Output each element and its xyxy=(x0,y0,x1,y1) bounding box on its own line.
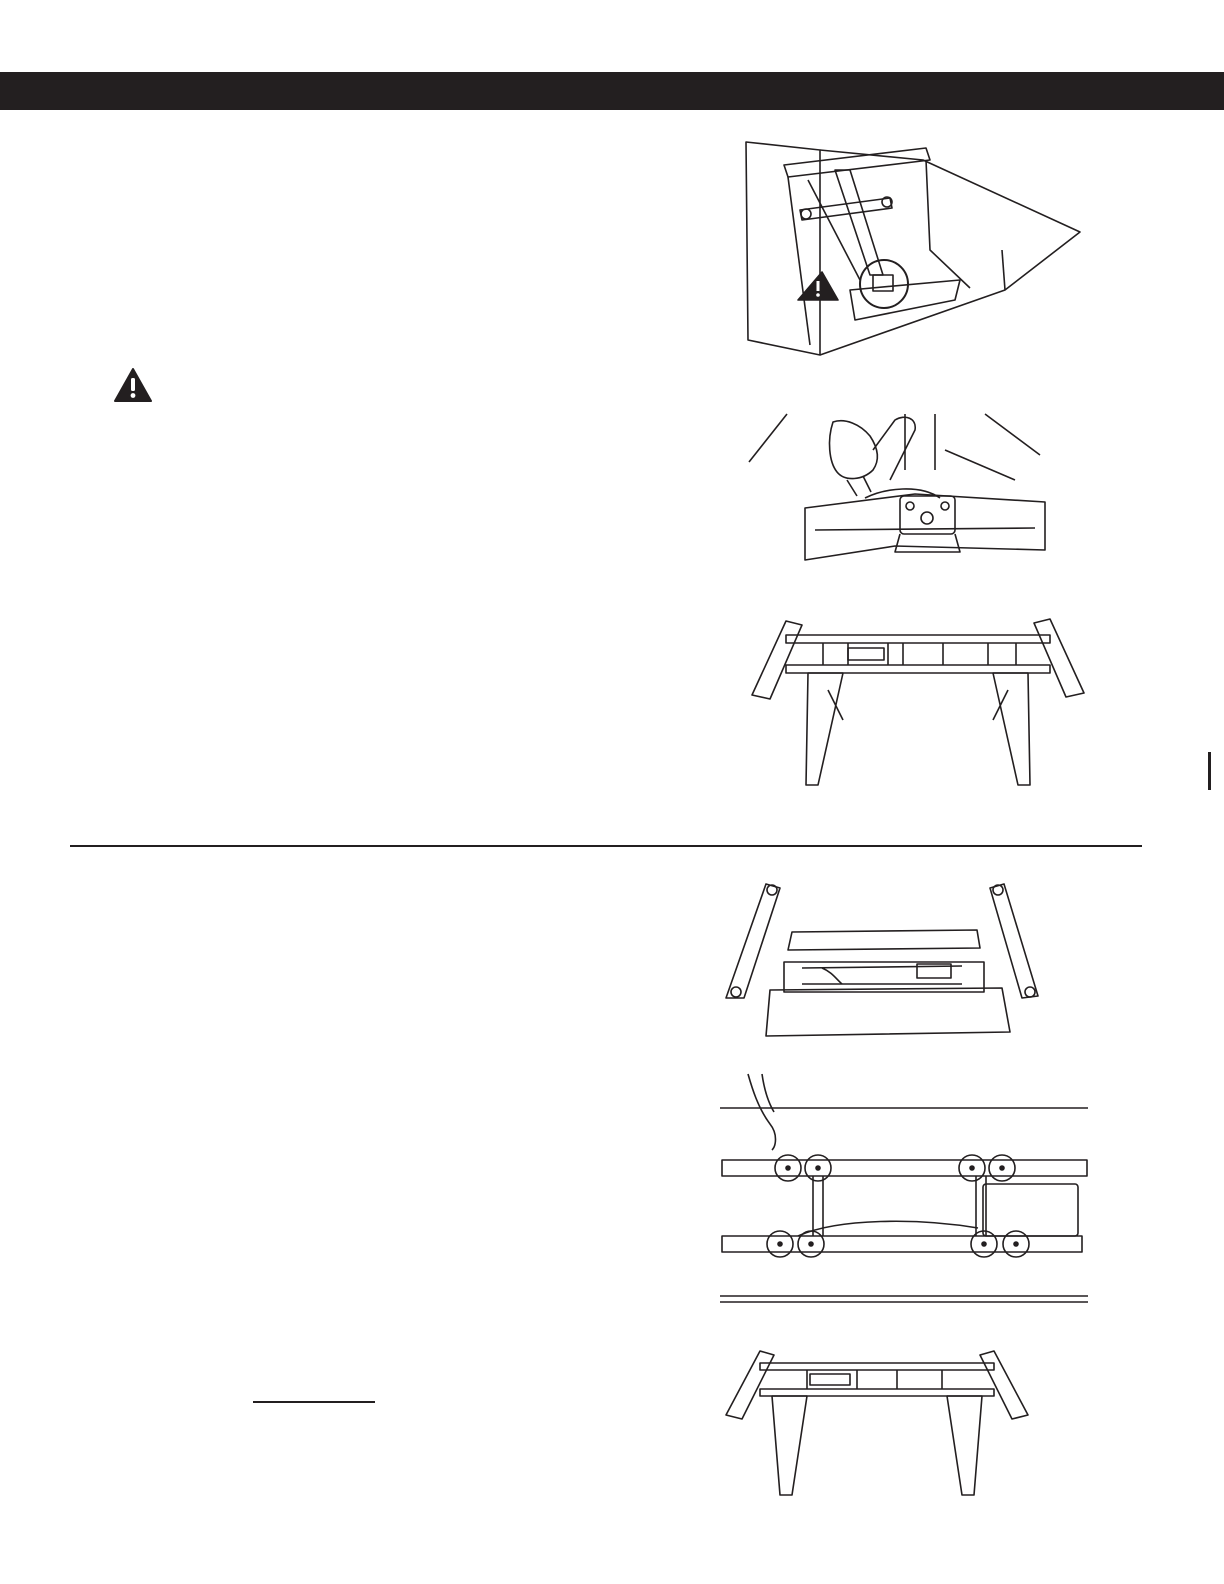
frame-on-desktop-illustration xyxy=(722,880,1042,1040)
hand-unfolding-leg-illustration xyxy=(745,410,1050,570)
blank-fill-line xyxy=(253,1401,375,1403)
section-divider xyxy=(70,845,1142,847)
assembled-frame-illustration xyxy=(748,615,1088,790)
frame-in-box-illustration xyxy=(740,130,1085,380)
page-edge-marker xyxy=(1208,752,1211,790)
upright-frame-illustration xyxy=(722,1345,1032,1500)
crossbar-screws-illustration xyxy=(718,1068,1093,1308)
warning-triangle-icon xyxy=(113,367,153,403)
section-header-bar xyxy=(0,72,1224,110)
